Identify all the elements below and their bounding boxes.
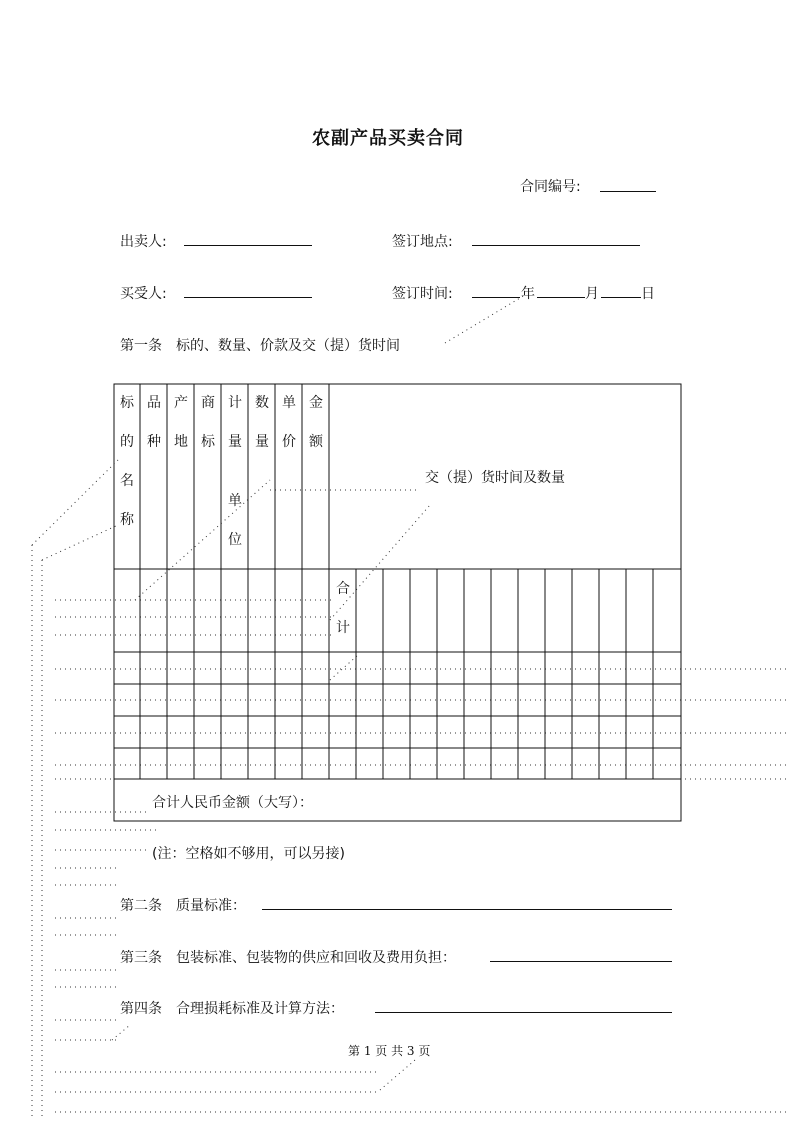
loss-standard-blank[interactable] — [375, 1012, 672, 1013]
header-origin: 产 地 — [174, 395, 188, 450]
header-brand: 商 标 — [201, 395, 215, 450]
seller-label: 出卖人: — [120, 234, 167, 250]
sign-time-label: 签订时间: — [392, 286, 453, 302]
sign-place-label: 签订地点: — [392, 234, 453, 250]
packaging-blank[interactable] — [490, 961, 672, 962]
article-2: 第二条 质量标准： — [120, 898, 246, 914]
header-quantity: 数 量 — [255, 395, 269, 450]
article-4: 第四条 合理损耗标准及计算方法： — [120, 1001, 344, 1017]
page-footer: 第 1 页 共 3 页 — [348, 1044, 431, 1058]
month-char: 月 — [585, 286, 599, 302]
year-char: 年 — [521, 286, 535, 302]
buyer-label: 买受人: — [120, 286, 167, 302]
subtotal-label: 合 计 — [336, 581, 350, 636]
header-price: 单 价 — [282, 395, 296, 450]
contract-no-label: 合同编号: — [520, 179, 581, 195]
article-3: 第三条 包装标准、包装物的供应和回收及费用负担： — [120, 950, 456, 966]
total-rmb-label: 合计人民币金额（大写）： — [152, 795, 313, 811]
header-unit: 计 量 单 位 — [228, 395, 242, 548]
article-1: 第一条 标的、数量、价款及交（提）货时间 — [120, 338, 400, 354]
quality-standard-blank[interactable] — [262, 909, 672, 910]
day-char: 日 — [641, 286, 655, 302]
contract-title: 农副产品买卖合同 — [312, 128, 464, 149]
header-variety: 品 种 — [147, 395, 161, 450]
table-note: (注：空格如不够用，可以另接) — [152, 846, 345, 862]
header-delivery: 交（提）货时间及数量 — [425, 470, 565, 486]
header-amount: 金 额 — [309, 395, 323, 450]
header-subject-name: 标 的 名 称 — [120, 395, 134, 528]
